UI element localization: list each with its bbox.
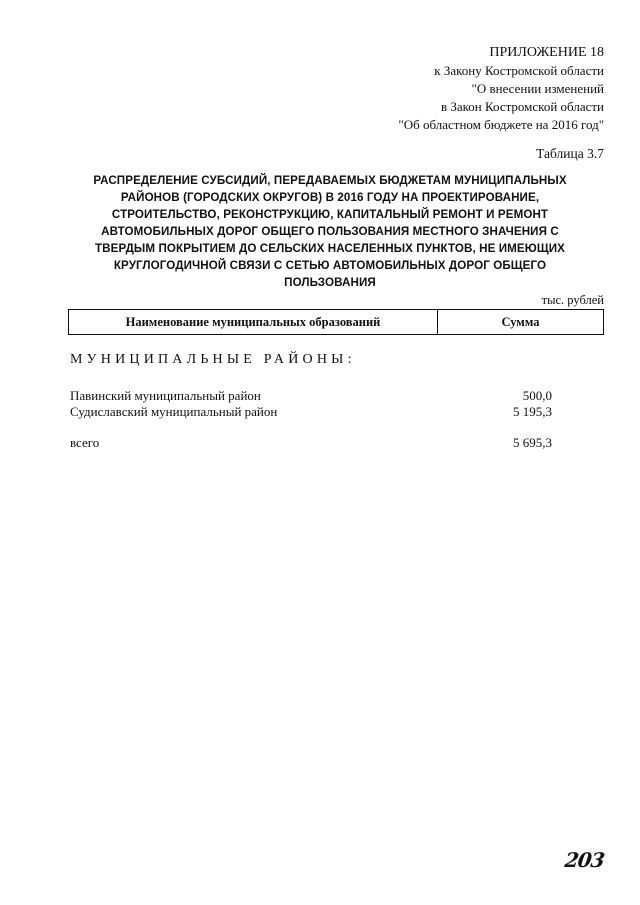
total-value: 5 695,3 bbox=[513, 435, 552, 450]
appendix-block bbox=[398, 44, 604, 134]
row-name: Судиславский муниципальный район bbox=[70, 404, 278, 419]
title-line: КРУГЛОГОДИЧНОЙ СВЯЗИ С СЕТЬЮ АВТОМОБИЛЬНЫХ ДОРОГ ОБЩЕГО bbox=[113, 259, 547, 272]
appendix-heading: ПРИЛОЖЕНИЕ 18 bbox=[489, 45, 604, 60]
title-line: СТРОИТЕЛЬСТВО, РЕКОНСТРУКЦИЮ, КАПИТАЛЬНЫЙ РЕМОНТ И РЕМОНТ bbox=[111, 208, 549, 221]
title-line: РАСПРЕДЕЛЕНИЕ СУБСИДИЙ, ПЕРЕДАВАЕМЫХ БЮДЖЕТАМ МУНИЦИПАЛЬНЫХ bbox=[93, 174, 567, 187]
appendix-line: в Закон Костромской области bbox=[440, 99, 604, 114]
table-number: Таблица 3.7 bbox=[536, 146, 604, 161]
section-title: МУНИЦИПАЛЬНЫЕ РАЙОНЫ: bbox=[70, 352, 356, 367]
title-line: РАЙОНОВ (ГОРОДСКИХ ОКРУГОВ) В 2016 ГОДУ НА ПРОЕКТИРОВАНИЕ, bbox=[120, 191, 540, 204]
title-line: АВТОМОБИЛЬНЫХ ДОРОГ ОБЩЕГО ПОЛЬЗОВАНИЯ МЕСТНОГО ЗНАЧЕНИЯ С bbox=[101, 225, 559, 238]
total-label: всего bbox=[70, 435, 100, 450]
title-line: ТВЕРДЫМ ПОКРЫТИЕМ ДО СЕЛЬСКИХ НАСЕЛЕННЫХ ПУНКТОВ, НЕ ИМЕЮЩИХ bbox=[94, 242, 565, 255]
header-sum-column: Сумма bbox=[501, 314, 540, 329]
table-header bbox=[68, 309, 604, 335]
row-value: 5 195,3 bbox=[513, 404, 552, 419]
appendix-line: "О внесении изменений bbox=[471, 81, 604, 96]
row-value: 500,0 bbox=[522, 388, 552, 403]
header-name-column: Наименование муниципальных образований bbox=[69, 310, 438, 334]
document-title bbox=[70, 172, 590, 291]
page-number: 203 bbox=[563, 848, 606, 872]
appendix-line: к Закону Костромской области bbox=[434, 63, 604, 78]
unit-label: тыс. рублей bbox=[541, 293, 604, 307]
title-line: ПОЛЬЗОВАНИЯ bbox=[284, 276, 376, 289]
row-name: Павинский муниципальный район bbox=[70, 388, 261, 403]
appendix-line: "Об областном бюджете на 2016 год" bbox=[398, 117, 604, 132]
